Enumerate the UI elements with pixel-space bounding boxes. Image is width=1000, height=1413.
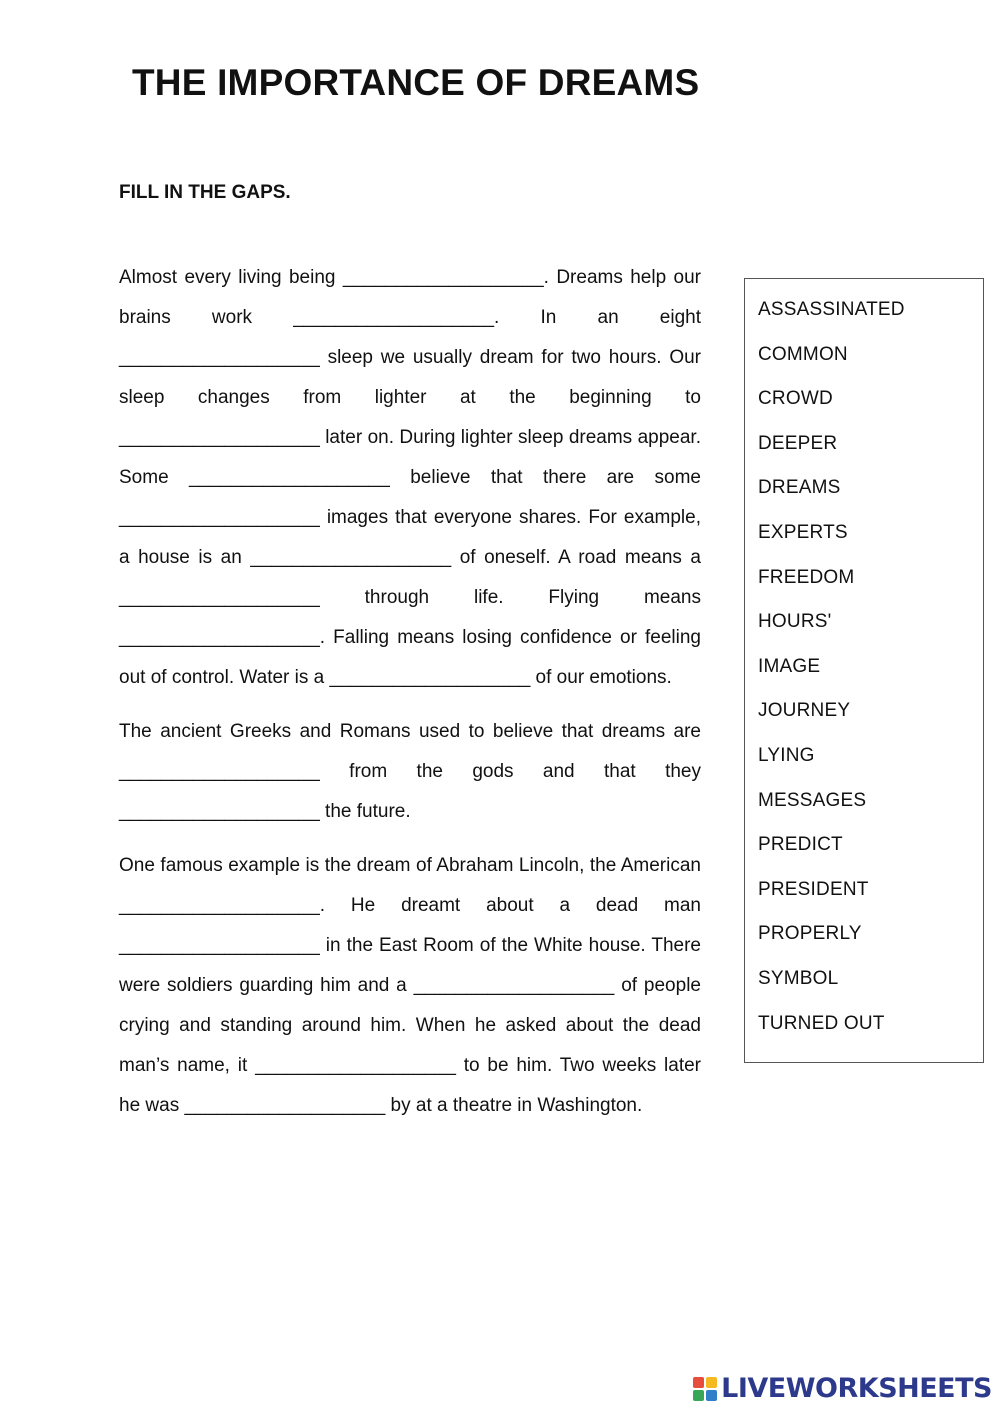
word-bank-item: JOURNEY (758, 700, 851, 722)
answer-gap[interactable]: ___________________ (255, 1055, 456, 1076)
word-bank-item: PREDICT (758, 834, 843, 856)
word-bank-item: MESSAGES (758, 789, 867, 811)
passage-text: believe that there are some (389, 467, 701, 488)
passage-text: . Falling means losing confidence or feeling out of control. Water is a (119, 627, 701, 688)
answer-gap[interactable]: ___________________ (119, 427, 320, 448)
passage-paragraph (119, 846, 701, 1126)
answer-gap[interactable]: ___________________ (329, 667, 531, 688)
answer-gap[interactable]: ___________________ (119, 895, 320, 916)
passage-text: . Dreams help our brains work (119, 267, 701, 328)
passage-text: . He dreamt about a dead man (319, 895, 701, 916)
passage-text: images that everyone shares. For example, a house is an (119, 507, 701, 568)
answer-gap[interactable]: ___________________ (293, 307, 495, 328)
word-bank-item: PROPERLY (758, 923, 862, 945)
passage-text: . In an eight (494, 307, 702, 328)
answer-gap[interactable]: ___________________ (250, 547, 452, 568)
answer-gap[interactable]: ___________________ (119, 507, 320, 528)
word-bank-item: CROWD (758, 388, 833, 410)
passage-text: from the gods and that they (319, 761, 701, 782)
word-bank-item: PRESIDENT (758, 878, 869, 900)
passage-text: One famous example is the dream of Abraham Lincoln, the American (119, 855, 701, 876)
answer-gap[interactable]: ___________________ (119, 801, 320, 822)
word-bank-item: IMAGE (758, 655, 821, 677)
answer-gap[interactable]: ___________________ (119, 347, 320, 368)
word-bank-item: EXPERTS (758, 521, 848, 543)
word-bank-list (745, 279, 983, 1046)
passage-text: of people crying and standing around him. When he asked about the dead man’s name, it (119, 975, 701, 1076)
passage-text: the future. (319, 801, 411, 822)
passage-text: by at a theatre in Washington. (385, 1095, 643, 1116)
answer-gap[interactable]: ___________________ (119, 587, 320, 608)
word-bank-item: TURNED OUT (758, 1012, 885, 1034)
word-bank-item: DEEPER (758, 432, 838, 454)
passage-text: Almost every living being (119, 267, 343, 288)
passage-text: through life. Flying means (319, 587, 701, 608)
logo-square-red (693, 1377, 704, 1388)
logo-square-yellow (706, 1377, 717, 1388)
liveworksheets-brand (693, 1373, 992, 1404)
liveworksheets-logo-icon (693, 1377, 717, 1401)
word-bank-item: ASSASSINATED (758, 299, 905, 320)
logo-square-blue (706, 1390, 717, 1401)
answer-gap[interactable]: ___________________ (184, 1095, 386, 1116)
answer-gap[interactable]: ___________________ (413, 975, 615, 996)
word-bank-item: DREAMS (758, 477, 841, 499)
passage (119, 258, 701, 1140)
passage-text: in the East Room of the White house. There were soldiers guarding him and a (119, 935, 701, 996)
passage-text: of our emotions. (530, 667, 672, 688)
passage-text: to be him. Two weeks later he was (119, 1055, 701, 1116)
logo-square-green (693, 1390, 704, 1401)
word-bank-item: SYMBOL (758, 967, 839, 989)
liveworksheets-wordmark: LIVEWORKSHEETS (721, 1373, 992, 1404)
answer-gap[interactable]: ___________________ (119, 935, 320, 956)
passage-text: The ancient Greeks and Romans used to believe that dreams are (119, 721, 701, 742)
word-bank (744, 278, 984, 1063)
answer-gap[interactable]: ___________________ (189, 467, 390, 488)
page-title: THE IMPORTANCE OF DREAMS (132, 62, 700, 103)
passage-text: later on. During lighter sleep dreams appear. Some (119, 427, 701, 488)
instruction-heading: FILL IN THE GAPS. (119, 182, 291, 203)
passage-paragraph (119, 258, 701, 698)
passage-text: of oneself. A road means a (451, 547, 702, 568)
answer-gap[interactable]: ___________________ (342, 267, 544, 288)
passage-paragraph (119, 712, 701, 832)
word-bank-item: LYING (758, 744, 815, 766)
word-bank-item: FREEDOM (758, 566, 855, 588)
answer-gap[interactable]: ___________________ (119, 761, 320, 782)
passage-text: sleep we usually dream for two hours. Our sleep changes from lighter at the beginning to (119, 347, 701, 408)
word-bank-item: HOURS' (758, 611, 832, 633)
answer-gap[interactable]: ___________________ (119, 627, 320, 648)
word-bank-item: COMMON (758, 343, 848, 365)
